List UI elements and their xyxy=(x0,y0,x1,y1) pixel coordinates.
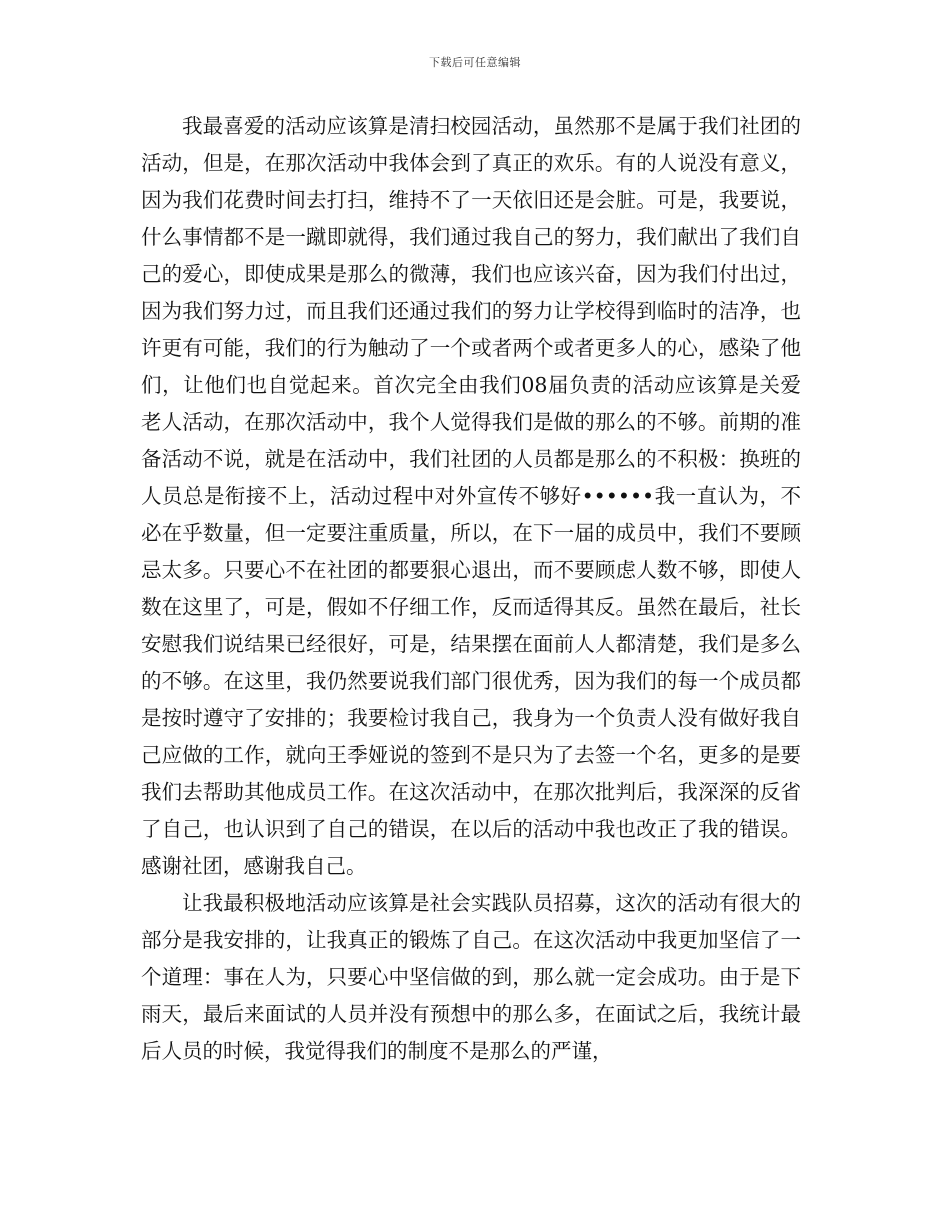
paragraph: 我最喜爱的活动应该算是清扫校园活动，虽然那不是属于我们社团的活动，但是，在那次活动中我体会到了真正的欢乐。有的人说没有意义，因为我们花费时间去打扫，维持不了一天依旧还是会脏。可是，我要说，什么事情都不是一蹴即就得，我们通过我自己的努力，我们献出了我们自己的爱心，即使成果是那么的微薄，我们也应该兴奋，因为我们付出过，因为我们努力过，而且我们还通过我们的努力让学校得到临时的洁净，也许更有可能，我们的行为触动了一个或者两个或者更多人的心，感染了他们，让他们也自觉起来。首次完全由我们08届负责的活动应该算是关爱老人活动，在那次活动中，我个人觉得我们是做的那么的不够。前期的准备活动不说，就是在活动中，我们社团的人员都是那么的不积极：换班的人员总是衔接不上，活动过程中对外宣传不够好••••••我一直认为，不必在乎数量，但一定要注重质量，所以，在下一届的成员中，我们不要顾忌太多。只要心不在社团的都要狠心退出，而不要顾虑人数不够，即使人数在这里了，可是，假如不仔细工作，反而适得其反。虽然在最后，社长安慰我们说结果已经很好，可是，结果摆在面前人人都清楚，我们是多么的不够。在这里，我仍然要说我们部门很优秀，因为我们的每一个成员都是按时遵守了安排的；我要检讨我自己，我身为一个负责人没有做好我自己应做的工作，就向王季娅说的签到不是只为了去签一个名，更多的是要我们去帮助其他成员工作。在这次活动中，在那次批判后，我深深的反省了自己，也认识到了自己的错误，在以后的活动中我也改正了我的错误。感谢社团，感谢我自己。 xyxy=(141,114,801,878)
document-body xyxy=(141,108,801,1070)
page-header: 下载后可任意编辑 xyxy=(429,56,521,69)
paragraph: 让我最积极地活动应该算是社会实践队员招募，这次的活动有很大的部分是我安排的，让我真正的锻炼了自己。在这次活动中我更加坚信了一个道理：事在人为，只要心中坚信做的到，那么就一定会成功。由于是下雨天，最后来面试的人员并没有预想中的那么多，在面试之后，我统计最后人员的时候，我觉得我们的制度不是那么的严谨， xyxy=(141,891,801,1063)
